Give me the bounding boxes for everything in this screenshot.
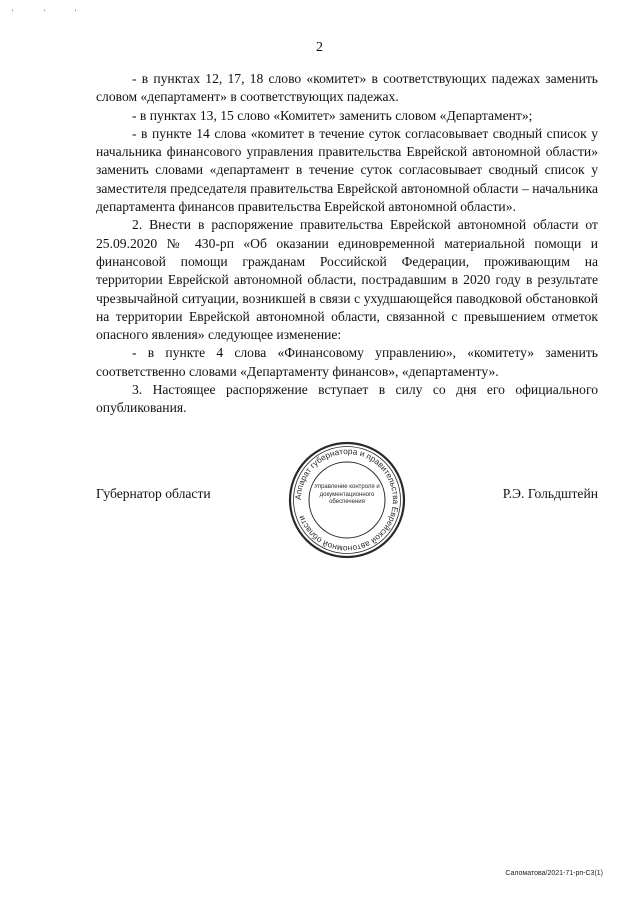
page-number: 2 bbox=[316, 40, 323, 55]
paragraph-replace-points-13-15: - в пунктах 13, 15 слово «Комитет» заменить словом «Департамент»; bbox=[132, 107, 533, 123]
seal-center-text: Управление контроля и документационного обеспечения bbox=[314, 484, 380, 505]
paragraph-amend-order-430: 2. Внести в распоряжение правительства Еврейской автономной области от 25.09.2020 № 430-рп «Об оказании единовременной материальной помощи и финансовой помощи гражданам Российской Федерации, проживающим на территории Еврейской автономной области, пострадавшим в 2020 году в результате чрезвычайной ситуации, возникшей в связи с ухудшающейся паводковой обстановкой на территории Еврейской автономной области, связанной с превышением отметок опасного явления» следующее изменение: bbox=[96, 217, 598, 343]
paragraph-replace-point-14: - в пункте 14 слова «комитет в течение суток согласовывает сводный список у начальника финансового управления правительства Еврейской автономной области» заменить словами «департамент в течение суток согласовывает сводный список у заместителя председателя правительства Еврейской автономной области – начальника департамента финансов правительства Еврейской автономной области». bbox=[96, 125, 598, 215]
signature-block bbox=[96, 486, 598, 506]
signatory-name: Р.Э. Гольдштейн bbox=[502, 486, 598, 501]
document-footer-code: Саломатова/2021-71-рп-С3(1) bbox=[505, 870, 603, 877]
signatory-position: Губернатор области bbox=[96, 486, 211, 501]
paragraph-replace-point-4: - в пункте 4 слова «Финансовому управлению», «комитету» заменить соответственно словами «Департаменту финансов», «департаменту». bbox=[96, 345, 598, 379]
paragraph-replace-komitet: - в пунктах 12, 17, 18 слово «комитет» в соответствующих падежах заменить словом «департамент» в соответствующих падежах. bbox=[96, 71, 598, 105]
seal-ring-textpath: Аппарат губернатора и правительства Еврейской автономной области bbox=[292, 445, 402, 555]
document-body bbox=[96, 70, 598, 418]
scan-specks: ' ' ' bbox=[12, 8, 91, 17]
paragraph-entry-into-force: 3. Настоящее распоряжение вступает в силу со дня его официального опубликования. bbox=[96, 382, 598, 416]
